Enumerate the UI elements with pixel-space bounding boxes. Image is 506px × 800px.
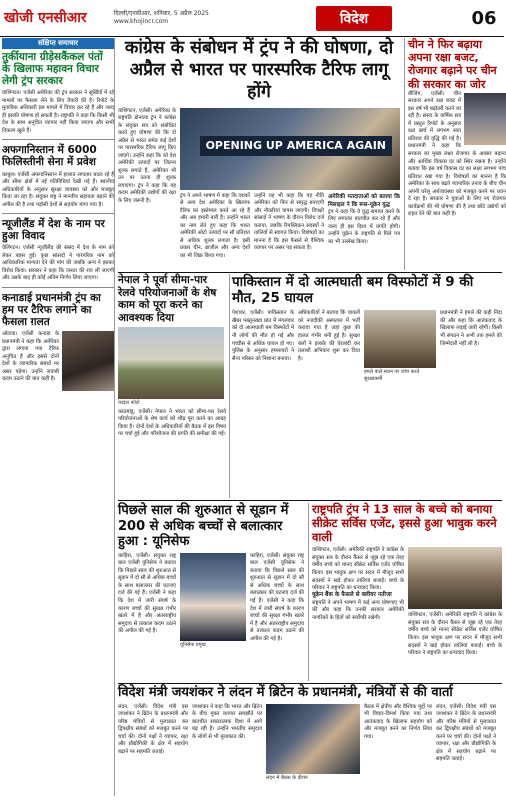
lead-subhead-1: अमेरिकी मतदाताओं को बताया कि मिसाइल ने कि रूस-यूक्रेन युद्ध (328, 193, 400, 208)
jaishankar-col-3: बैठक में क्षेत्रीय और वैश्विक मुद्दों पर भी विचार-विमर्श किया गया तथा आतंकवाद के खिलाफ सहयोग को और मजबूत करने का निर्णय लिया गया। (364, 703, 432, 740)
lead-col-1: वाशिंगटन, एजेंसी। अमेरिका के राष्ट्रपति डोनाल्ड ट्रंप ने कांग्रेस के संयुक्त सत्र को संबोधित करते हुए घोषणा की कि दो अप्रैल से भारत समेत कई देशों पर पारस्परिक टैरिफ लागू किए जाएंगे। उन्होंने कहा कि जो देश अमेरिकी उत्पादों पर जितना शुल्क लगाते हैं, अमेरिका भी उन पर उतना ही शुल्क लगाएगा। ट्रंप ने कहा कि यह कदम अमेरिकी उद्योगों की रक्षा के लिए जरूरी है। (118, 107, 176, 204)
china-photo (464, 93, 506, 145)
trump-child-headline: राष्ट्रपति ट्रंप ने 13 साल के बच्चे को बनाया सीक्रेट सर्विस एजेंट, इससे हुआ भावुक करने वाली (312, 502, 497, 544)
blast-photo (364, 310, 436, 368)
brief-text-4: ओटावा। एजेंसी कनाडा के प्रधानमंत्री ने कहा कि अमेरिका द्वारा लगाया गया टैरिफ अनुचित है और इससे दोनों देशों के व्यापारिक संबंधों पर असर पड़ेगा। उन्होंने जवाबी कदम उठाने की बात कही है। (2, 331, 59, 383)
canada-pm-photo (62, 331, 114, 391)
jaishankar-caption: लंदन में बैठक के दौरान (266, 774, 308, 781)
main-area (118, 38, 506, 796)
train-photo (118, 327, 224, 399)
jaishankar-story (118, 685, 502, 796)
trump-child-subhead: यूक्रेन बैंक के फैसले से क्लीयर नतीजा (312, 592, 392, 599)
trump-child-text-3: वाशिंगटन, एजेंसी। अमेरिकी राष्ट्रपति ने कांग्रेस के संयुक्त सत्र के दौरान कैंसर से जूझ रहे एक तेरह वर्षीय बच्चे को मानद सीक्रेट सर्विस एजेंट घोषित किया। इस भावुक क्षण पर सदन में मौजूद सभी सदस्यों ने खड़े होकर तालियां बजाईं। बच्चे के परिवार ने राष्ट्रपति का धन्यवाद किया। (408, 612, 502, 657)
jaishankar-col-1: लंदन, एजेंसी। विदेश मंत्री एस जयशंकर ने ब्रिटेन के प्रधानमंत्री और वरिष्ठ मंत्रियों से मुलाकात कर द्विपक्षीय संबंधों को मजबूत करने पर चर्चा की। दोनों पक्षों ने व्यापार, रक्षा और प्रौद्योगिकी के क्षेत्र में सहयोग बढ़ाने पर सहमति जताई। (118, 703, 188, 755)
divider (2, 213, 114, 214)
paper-name: खोजी एनसीआर (4, 10, 87, 26)
trump-child-text-2: राष्ट्रपति ने अपने भाषण में कई अन्य घोषणाएं भी कीं और कहा कि उनकी सरकार अमेरिकी नागरिकों के हितों को सर्वोपरि रखेगी। (312, 599, 404, 621)
masthead (0, 0, 504, 37)
trump-child-photo (408, 547, 502, 609)
edition-web: www.khojincr.com (114, 18, 169, 25)
pakistan-headline: पाकिस्तान में दो आत्मघाती बम विस्फोटों में 9 की मौत, 25 घायल (232, 274, 474, 307)
masthead-brand (0, 0, 114, 36)
pakistan-caption: हमले वाले स्थान पर जांच करते सुरक्षाकर्मी (364, 369, 420, 382)
edition-info (114, 0, 244, 36)
pakistan-col-3: प्रधानमंत्री ने हमले की कड़ी निंदा की और कहा कि आतंकवाद के खिलाफ लड़ाई जारी रहेगी। किसी भी संगठन ने अभी तक हमले की जिम्मेदारी नहीं ली है। (440, 310, 502, 347)
brief-news-band: संक्षिप्त समाचार (2, 38, 114, 49)
brief-text-1: वाशिंगटन। एजेंसी अमेरिका की ट्रंप सरकार ने सुर्खियों में रहे मामलों पर फैसला लेने के लिए तैयारी की है। रिपोर्ट के मुताबिक अधिकारी इस मामले में विचार कर रहे हैं और जल्द ही इसकी घोषणा हो सकती है। राष्ट्रपति ने कहा कि किसी भी देश के साथ अनुचित व्यापार नहीं किया जाएगा और सभी विकल्प खुले हैं। (2, 90, 114, 134)
china-text: बीजिंग, एजेंसी। चीन सरकार अपने रक्षा बजट में इस वर्ष भी बढ़ोतरी करने जा रही है। संसद के वार्षिक सत्र में प्रस्तुत रिपोर्ट के अनुसार रक्षा खर्च में लगभग सात प्रतिशत की वृद्धि की गई है। प्रधानमंत्री ने कहा कि सरकार का मुख्य लक्ष्य रोजगार के अवसर बढ़ाना और आर्थिक विकास दर को स्थिर रखना है। उन्होंने बताया कि इस वर्ष विकास दर का लक्ष्य लगभग पांच प्रतिशत रखा गया है। विशेषज्ञों का मानना है कि अमेरिका के साथ बढ़ते व्यापारिक तनाव के बीच चीन अपनी घरेलू अर्थव्यवस्था को मजबूत करने पर ध्यान दे रहा है। सरकार ने युवाओं के लिए नए रोजगार कार्यक्रमों की भी घोषणा की है तथा छोटे उद्योगों को राहत देने की बात कही है। (408, 90, 506, 218)
photo-sign: OPENING UP AMERICA AGAIN (200, 136, 392, 156)
jaishankar-photo (266, 704, 360, 774)
jaishankar-col-4: लंदन, एजेंसी। विदेश मंत्री एस जयशंकर ने ब्रिटेन के प्रधानमंत्री और वरिष्ठ मंत्रियों से मुलाकात कर द्विपक्षीय संबंधों को मजबूत करने पर चर्चा की। दोनों पक्षों ने व्यापार, रक्षा और प्रौद्योगिकी के क्षेत्र में सहयोग बढ़ाने पर सहमति जताई। (436, 703, 496, 763)
divider (118, 272, 502, 273)
sudan-story (118, 503, 304, 681)
jaishankar-headline: विदेश मंत्री जयशंकर ने लंदन में ब्रिटेन के प्रधानमंत्री, मंत्रियों से की वार्ता (118, 685, 453, 700)
nepal-caption: फाइल फोटो (118, 400, 140, 407)
brief-text-2: काबुल। एजेंसी अफगानिस्तान में हालात लगातार बदल रहे हैं और सीमा क्षेत्रों में नई गतिविधियां देखी गई हैं। स्थानीय अधिकारियों के अनुसार सुरक्षा व्यवस्था को और मजबूत किया जा रहा है। संयुक्त राष्ट्र ने मानवीय सहायता बढ़ाने की अपील की है तथा पड़ोसी देशों से सहयोग मांगा गया है। (2, 171, 114, 208)
nepal-story (118, 274, 230, 498)
brief-headline-2: अफगानिस्तान में 6000 फिलिस्तीनी सेना में प्रवेश (2, 144, 97, 169)
china-story (404, 38, 506, 270)
divider (118, 500, 502, 501)
china-headline: चीन ने फिर बढ़ाया अपना रक्षा बजट, रोजगार बढ़ाने पर चीन की सरकार का जोर (408, 38, 497, 91)
pakistan-col-1: पेशावर, एजेंसी। पाकिस्तान के खैबर पख्तूनख्वा प्रांत में मंगलवार को दो आत्मघाती बम विस्फोटों में नौ लोगों की मौत हो गई और पच्चीस से अधिक घायल हो गए। पुलिस के अनुसार हमलावरों ने सैन्य परिसर को निशाना बनाया। (232, 310, 294, 362)
jaishankar-col-2: जयशंकर ने कहा कि भारत और ब्रिटेन के बीच मुक्त व्यापार समझौते पर बातचीत सकारात्मक दिशा में आगे बढ़ रही है। उन्होंने भारतीय समुदाय के लोगों से भी मुलाकात की। (192, 703, 262, 740)
lead-col-3: उन्होंने यह भी कहा कि यह नीति अमेरिका को फिर से समृद्ध बनाएगी और नौकरियां वापस लाएगी। विपक्षी सांसदों ने भाषण के दौरान विरोध दर्ज कराया, जबकि रिपब्लिकन सदस्यों ने तालियों से स्वागत किया। विशेषज्ञों का मानना है कि इस फैसले से वैश्विक व्यापार पर असर पड़ सकता है। (254, 192, 324, 252)
brief-headline-3: न्यूजीलैंड में देश के नाम पर हुआ विवाद (2, 218, 105, 243)
brief-headline-1: तुर्कीयाना ग्रीड़ेसकैंकल पंतों के खिलाफ महावन विचार लेगी ट्रंप सरकार (2, 51, 103, 88)
divider (2, 287, 114, 288)
nepal-text: काठमांडू, एजेंसी। नेपाल ने भारत को सीमा-पार रेलवे परियोजनाओं के शेष कार्य को शीघ्र पूरा करने का आग्रह किया है। दोनों देशों के अधिकारियों की बैठक में इस विषय पर चर्चा हुई और परियोजना की प्रगति की समीक्षा की गई। (118, 408, 226, 438)
nepal-headline: नेपाल ने पूर्वा सीमा-पार रेलवे परियोजनाओं के शेष काम को पूरा करने का आवश्यक दिया (118, 274, 217, 324)
sudan-text: काहिरा, एजेंसी। संयुक्त राष्ट्र बाल एजेंसी यूनिसेफ ने बताया कि पिछले साल की शुरुआत से सूडान में दो सौ से अधिक बच्चों के साथ बलात्कार की घटनाएं दर्ज की गई हैं। एजेंसी ने कहा कि देश में जारी संघर्ष के कारण बच्चों की सुरक्षा गंभीर खतरे में है और अंतरराष्ट्रीय समुदाय से तत्काल कदम उठाने की अपील की गई है। (118, 552, 176, 635)
lead-col-4: ट्रंप ने कहा कि वे युद्ध समाप्त करने के लिए लगातार बातचीत कर रहे हैं और जल्द ही इस दिशा में प्रगति होगी। उन्होंने यूक्रेन के राष्ट्रपति से मिले पत्र का भी उल्लेख किया। (328, 208, 400, 245)
pakistan-col-2: अधिकारियों ने बताया कि घायलों को नजदीकी अस्पताल में भर्ती कराया गया है जहां कुछ की हालत गंभीर बनी हुई है। सुरक्षा बलों ने इलाके की घेराबंदी कर तलाशी अभियान शुरू कर दिया है। (298, 310, 360, 362)
divider (118, 683, 502, 684)
sudan-text-2: काहिरा, एजेंसी। संयुक्त राष्ट्र बाल एजेंसी यूनिसेफ ने बताया कि पिछले साल की शुरुआत से सूडान में दो सौ से अधिक बच्चों के साथ बलात्कार की घटनाएं दर्ज की गई हैं। एजेंसी ने कहा कि देश में जारी संघर्ष के कारण बच्चों की सुरक्षा गंभीर खतरे में है और अंतरराष्ट्रीय समुदाय से तत्काल कदम उठाने की अपील की गई है। (250, 552, 304, 642)
divider (2, 139, 114, 140)
trump-child-text: वाशिंगटन, एजेंसी। अमेरिकी राष्ट्रपति ने कांग्रेस के संयुक्त सत्र के दौरान कैंसर से जूझ रहे एक तेरह वर्षीय बच्चे को मानद सीक्रेट सर्विस एजेंट घोषित किया। इस भावुक क्षण पर सदन में मौजूद सभी सदस्यों ने खड़े होकर तालियां बजाईं। बच्चे के परिवार ने राष्ट्रपति का धन्यवाद किया। (312, 547, 404, 592)
sudan-headline: पिछले साल की शुरुआत से सूडान में 200 से अधिक बच्चों से बलात्कार हुआ : यूनिसेफ (118, 503, 289, 550)
lead-col-2: ट्रंप ने अपने भाषण में कहा कि दशकों से अन्य देश अमेरिका के खिलाफ टैरिफ का इस्तेमाल करते आ रहे हैं और अब हमारी बारी है। उन्होंने भारत का नाम लेते हुए कहा कि भारत अमेरिकी ऑटो उत्पादों पर सौ प्रतिशत से अधिक शुल्क लगाता है। इसी प्रकार चीन, ब्राजील और अन्य देशों का भी जिक्र किया गया। (180, 192, 250, 259)
lead-headline: कांग्रेस के संबोधन में ट्रंप ने की घोषणा, दो अप्रैल से भारत पर पारस्परिक टैरिफ लागू होंगे (124, 38, 394, 102)
edition-date: दिल्ली/एनसीआर, शनिवार, 5 अप्रैल 2025 (114, 10, 209, 18)
section-label-box (244, 0, 464, 36)
sudan-caption: यूनिसेफ प्रमुख (180, 641, 206, 648)
trump-child-story (308, 503, 506, 681)
brief-headline-4: कनाडाई प्रधानमंत्री ट्रंप का हम पर टैरिफ लगाने का फैसला ग़लत (2, 291, 101, 329)
page-number: 06 (471, 7, 497, 29)
left-column (2, 38, 115, 796)
section-label: विदेश (316, 6, 392, 31)
brief-text-3: वेलिंगटन। एजेंसी न्यूजीलैंड की संसद में देश के नाम को लेकर बहस हुई। कुछ सांसदों ने पारंपरिक नाम को आधिकारिक मान्यता देने की मांग की जबकि अन्य ने इसका विरोध किया। सरकार ने कहा कि जनता की राय ली जाएगी और उसके बाद ही कोई अंतिम निर्णय लिया जाएगा। (2, 245, 114, 282)
lead-story (118, 38, 400, 270)
unicef-official-photo (180, 553, 246, 641)
pakistan-story (232, 274, 502, 498)
trump-photo (180, 108, 400, 190)
